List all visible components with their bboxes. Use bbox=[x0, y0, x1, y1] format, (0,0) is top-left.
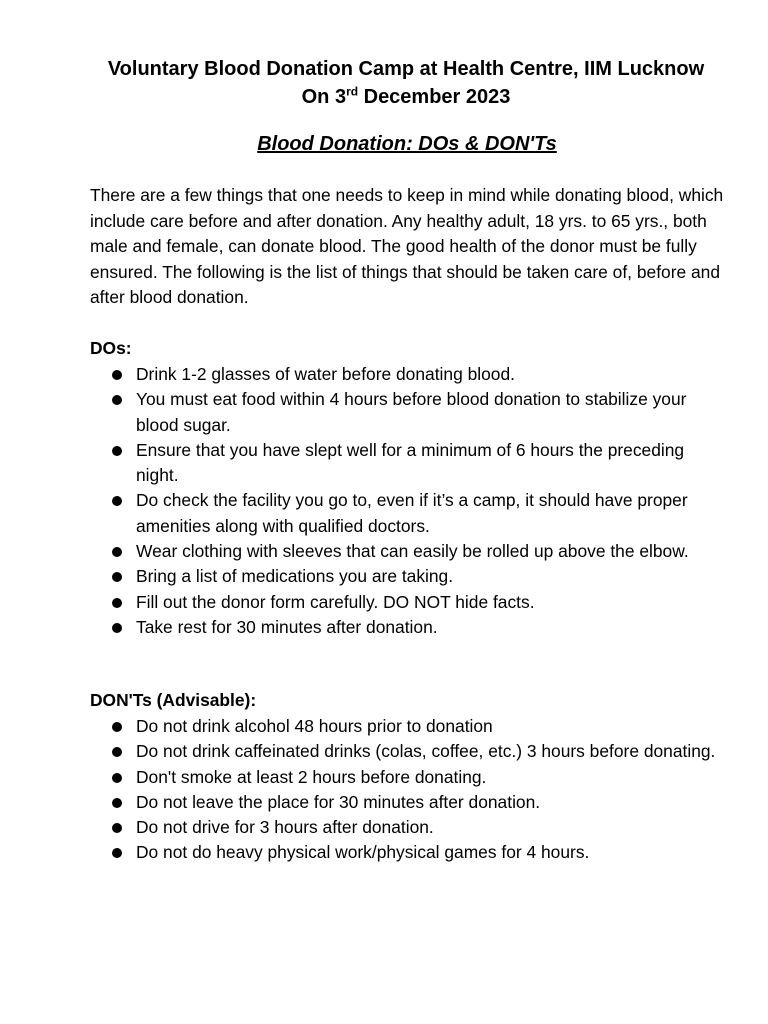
list-item-text: Bring a list of medications you are taking. bbox=[136, 566, 454, 587]
bullet-icon bbox=[112, 722, 122, 732]
list-item bbox=[90, 564, 730, 589]
list-item-text: Do not do heavy physical work/physical games for 4 hours. bbox=[136, 842, 590, 863]
intro-paragraph: There are a few things that one needs to keep in mind while donating blood, which include care before and after donation. Any healthy adult, 18 yrs. to 65 yrs., both male and female, can donate blood. The good health of the donor must be fully ensured. The following is the list of things that should be taken care of, before and after blood donation. bbox=[90, 185, 724, 307]
document-subtitle: Blood Donation: DOs & DON'Ts bbox=[257, 133, 557, 155]
list-item-text: Do not drink caffeinated drinks (colas, coffee, etc.) 3 hours before donating. bbox=[136, 741, 716, 762]
dos-list bbox=[90, 362, 730, 640]
title-line-1: Voluntary Blood Donation Camp at Health Centre, IIM Lucknow bbox=[107, 58, 705, 80]
list-item bbox=[90, 615, 730, 640]
list-item bbox=[90, 790, 730, 815]
list-item-text: Drink 1-2 glasses of water before donating blood. bbox=[136, 364, 515, 384]
list-item bbox=[90, 387, 730, 438]
bullet-icon bbox=[112, 623, 122, 633]
title-line-2 bbox=[0, 83, 768, 111]
bullet-icon bbox=[112, 773, 122, 783]
title-date-prefix: On 3 bbox=[301, 86, 347, 108]
list-item bbox=[90, 362, 730, 387]
document-title bbox=[0, 55, 768, 111]
bullet-icon bbox=[112, 547, 122, 557]
list-item bbox=[90, 765, 730, 790]
bullet-icon bbox=[112, 370, 122, 380]
list-item bbox=[90, 840, 730, 865]
bullet-icon bbox=[112, 496, 122, 506]
list-item-text: Do not drive for 3 hours after donation. bbox=[136, 817, 434, 838]
list-item-text: You must eat food within 4 hours before blood donation to stabilize your blood sugar. bbox=[136, 389, 687, 435]
bullet-icon bbox=[112, 848, 122, 858]
title-date-ordinal: rd bbox=[346, 84, 359, 99]
list-item-text: Don't smoke at least 2 hours before donating. bbox=[136, 766, 487, 787]
list-item-text: Do not leave the place for 30 minutes after donation. bbox=[136, 791, 541, 812]
bullet-icon bbox=[112, 823, 122, 833]
list-item bbox=[90, 815, 730, 840]
donts-heading: DON'Ts (Advisable): bbox=[90, 690, 257, 710]
bullet-icon bbox=[112, 395, 122, 405]
list-item bbox=[90, 714, 730, 739]
list-item bbox=[90, 739, 730, 764]
dos-heading: DOs: bbox=[90, 338, 132, 358]
list-item-text: Wear clothing with sleeves that can easily be rolled up above the elbow. bbox=[136, 541, 689, 562]
title-date-rest: December 2023 bbox=[358, 86, 511, 108]
bullet-icon bbox=[112, 598, 122, 608]
list-item-text: Do check the facility you go to, even if it’s a camp, it should have proper amenities along with qualified doctors. bbox=[136, 490, 688, 536]
donts-list bbox=[90, 714, 730, 866]
bullet-icon bbox=[112, 572, 122, 582]
list-item-text: Do not drink alcohol 48 hours prior to donation bbox=[136, 716, 493, 736]
bullet-icon bbox=[112, 446, 122, 456]
list-item-text: Take rest for 30 minutes after donation. bbox=[136, 616, 438, 637]
list-item bbox=[90, 438, 730, 489]
list-item bbox=[90, 539, 730, 564]
bullet-icon bbox=[112, 747, 122, 757]
list-item-text: Fill out the donor form carefully. DO NOT hide facts. bbox=[136, 591, 535, 612]
list-item bbox=[90, 488, 730, 539]
list-item-text: Ensure that you have slept well for a minimum of 6 hours the preceding night. bbox=[136, 439, 685, 486]
bullet-icon bbox=[112, 798, 122, 808]
list-item bbox=[90, 590, 730, 615]
